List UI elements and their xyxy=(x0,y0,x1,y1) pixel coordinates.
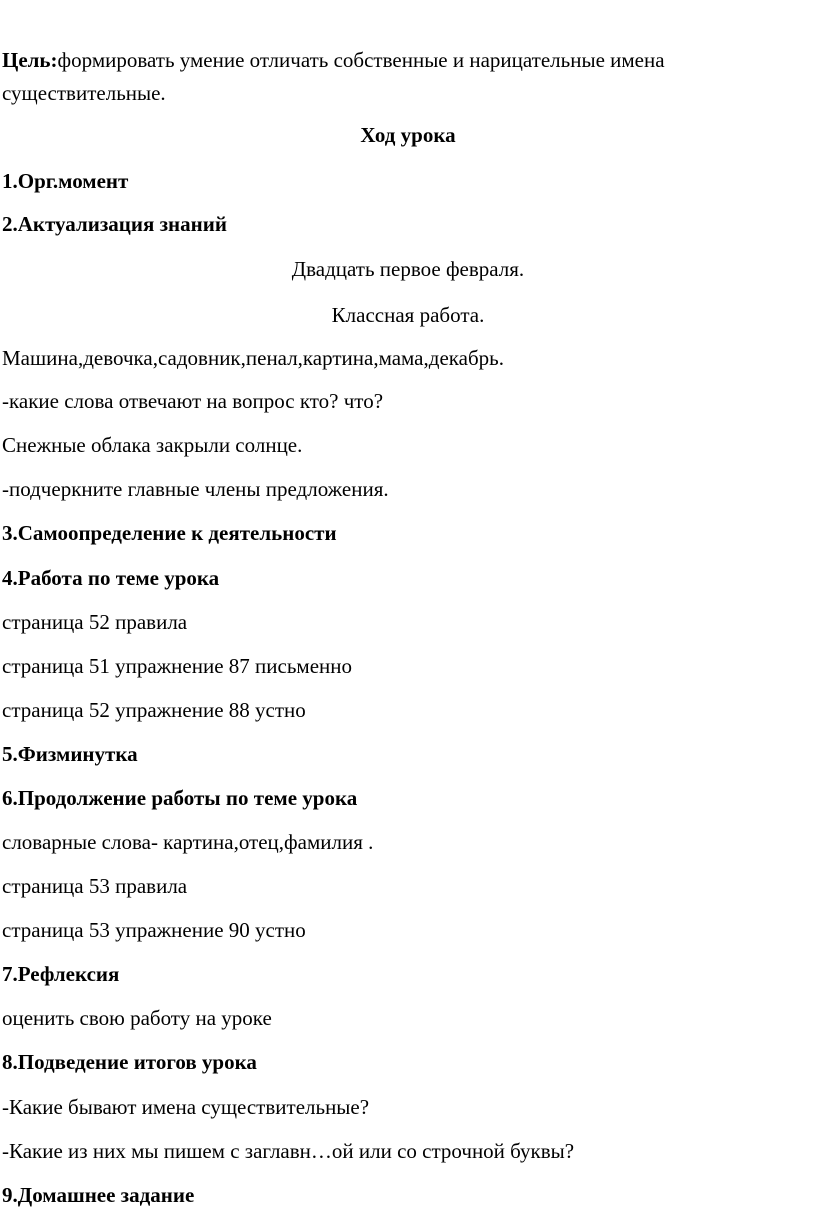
task-line: -подчеркните главные члены предложения. xyxy=(2,477,389,501)
list-item: страница 52 правила xyxy=(2,610,188,634)
section-heading-8: 8.Подведение итогов урока xyxy=(2,1050,257,1074)
goal-line-2: существительные. xyxy=(2,81,166,105)
section-heading-6: 6.Продолжение работы по теме урока xyxy=(2,786,358,810)
goal-line-1 xyxy=(2,47,665,73)
words-list: Машина,девочка,садовник,пенал,картина,мама,декабрь. xyxy=(2,346,504,370)
section-heading-1: 1.Орг.момент xyxy=(2,169,129,193)
list-item: страница 53 правила xyxy=(2,874,188,898)
list-item: страница 52 упражнение 88 устно xyxy=(2,698,306,722)
section-heading-7: 7.Рефлексия xyxy=(2,962,120,986)
list-item: словарные слова- картина,отец,фамилия . xyxy=(2,830,374,854)
goal-label: Цель: xyxy=(2,48,58,72)
goal-text: формировать умение отличать собственные и нарицательные имена xyxy=(57,48,665,72)
date-line: Двадцать первое февраля. xyxy=(291,257,525,281)
section-heading-2: 2.Актуализация знаний xyxy=(2,212,227,236)
list-item: страница 51 упражнение 87 письменно xyxy=(2,654,352,678)
section-heading-5: 5.Физминутка xyxy=(2,742,138,766)
section-heading-9: 9.Домашнее задание xyxy=(2,1183,195,1207)
work-type-line: Классная работа. xyxy=(331,303,485,327)
reflection-text: оценить свою работу на уроке xyxy=(2,1006,272,1030)
section-heading-3: 3.Самоопределение к деятельности xyxy=(2,521,337,545)
list-item: -Какие из них мы пишем с заглавн…ой или со строчной буквы? xyxy=(2,1139,575,1163)
lesson-title: Ход урока xyxy=(360,123,456,147)
section-heading-4: 4.Работа по теме урока xyxy=(2,566,220,590)
list-item: страница 53 упражнение 90 устно xyxy=(2,918,306,942)
question-line: -какие слова отвечают на вопрос кто? что? xyxy=(2,389,384,413)
sentence-line: Снежные облака закрыли солнце. xyxy=(2,433,303,457)
list-item: -Какие бывают имена существительные? xyxy=(2,1095,370,1119)
